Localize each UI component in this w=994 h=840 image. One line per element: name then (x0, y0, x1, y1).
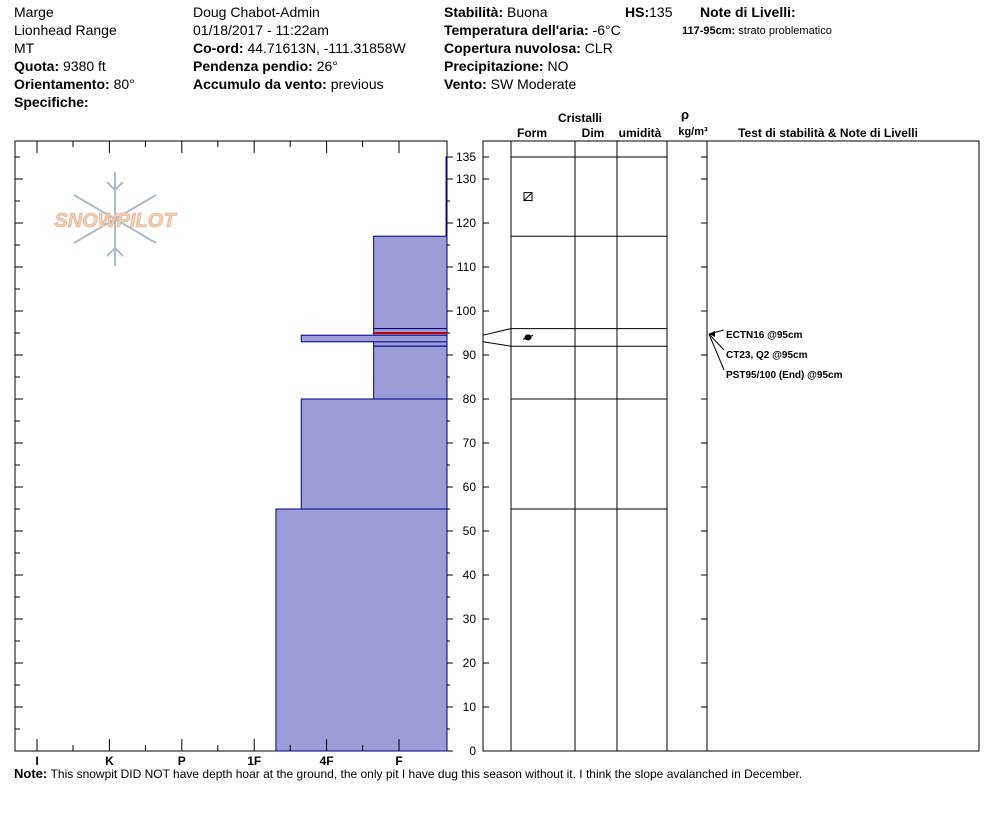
layer-bar (301, 399, 447, 509)
test-leader-line (709, 334, 724, 350)
test-result-label: PST95/100 (End) @95cm (726, 370, 843, 381)
layer-bar (374, 236, 447, 328)
snowpilot-logo (54, 172, 177, 266)
elevation-label: Quota: (14, 58, 60, 74)
precip-label: Precipitazione: (444, 58, 544, 74)
depth-tick-label: 30 (462, 612, 476, 626)
note (14, 766, 802, 781)
stability-value: Buona (507, 4, 548, 20)
hs-value: 135 (649, 4, 673, 20)
specifics-label: Specifiche: (14, 94, 89, 110)
depth-tick-label: 60 (462, 480, 476, 494)
hardness-profile (15, 141, 447, 768)
range-name: Lionhead Range (14, 22, 117, 38)
depth-tick-label: 110 (456, 260, 476, 274)
elevation-value: 9380 ft (63, 58, 106, 74)
depth-tick-label: 90 (462, 348, 476, 362)
hardness-tick-label: I (35, 754, 39, 768)
aspect-value: 80° (113, 76, 135, 92)
depth-tick-label: 100 (455, 304, 476, 318)
coord-value: 44.71613N, -111.31858W (247, 40, 406, 56)
hs-label: HS: (625, 4, 650, 20)
cloud-value: CLR (584, 40, 613, 56)
depth-tick-label: 130 (455, 172, 476, 186)
cloud-label: Copertura nuvolosa: (444, 40, 581, 56)
depth-tick-label: 80 (462, 392, 476, 406)
layer-detail-grid (483, 141, 979, 751)
slope-label: Pendenza pendio: (193, 58, 313, 74)
note-label: Note: (14, 766, 48, 781)
layer-notes-label: Note di Livelli: (700, 4, 796, 20)
fragments-icon (524, 193, 532, 201)
state-name: MT (14, 40, 35, 56)
test-result-label: CT23, Q2 @95cm (726, 350, 808, 361)
melt-freeze-icon (523, 334, 533, 340)
logo-text: SNOWPILOT (54, 210, 176, 232)
hardness-tick-label: F (395, 754, 403, 768)
depth-tick-label: 120 (455, 216, 476, 230)
air-temp-label: Temperatura dell'aria: (444, 22, 589, 38)
wind-value: SW Moderate (490, 76, 577, 92)
slope-value: 26° (316, 58, 338, 74)
thin-layer-bar (301, 335, 447, 342)
depth-tick-label: 70 (462, 436, 476, 450)
dim-header: Dim (581, 126, 605, 140)
hardness-tick-label: 4F (319, 754, 334, 768)
form-header: Form (517, 126, 547, 140)
layer-note-text: strato problematico (738, 25, 832, 37)
wind-loading-label: Accumulo da vento: (193, 76, 327, 92)
hardness-tick-label: K (105, 754, 114, 768)
hardness-tick-label: 1F (247, 754, 262, 768)
band-connector (483, 342, 511, 346)
band-connector (483, 329, 511, 336)
detail-frame (483, 141, 979, 751)
layer-bar (374, 346, 447, 399)
density-symbol: ρ (680, 107, 690, 122)
depth-tick-label: 10 (462, 700, 476, 714)
note-text: This snowpit DID NOT have depth hoar at the ground, the only pit I have dug this season without it. I think the slope avalanched in December. (50, 767, 803, 781)
test-leader-line (709, 334, 724, 370)
test-result-label: ECTN16 @95cm (726, 330, 803, 341)
observer-name: Doug Chabot-Admin (193, 4, 320, 20)
hardness-tick-label: P (177, 754, 186, 768)
coord-label: Co-ord: (193, 40, 244, 56)
depth-tick-label: 50 (462, 524, 476, 538)
depth-tick-label: 0 (469, 744, 476, 758)
layer-bar (446, 157, 447, 236)
depth-tick-label: 40 (462, 568, 476, 582)
crystals-header: Cristalli (557, 111, 603, 125)
tests-header: Test di stabilità & Note di Livelli (738, 126, 918, 140)
moisture-header: umidità (618, 126, 662, 140)
air-temp-value: -6°C (592, 22, 621, 38)
layer-note-range: 117-95cm: (682, 25, 736, 37)
depth-axis (447, 150, 476, 758)
wind-label: Vento: (444, 76, 487, 92)
precip-value: NO (547, 58, 569, 74)
observation-datetime: 01/18/2017 - 11:22am (193, 22, 329, 38)
stability-label: Stabilità: (444, 4, 504, 20)
aspect-label: Orientamento: (14, 76, 110, 92)
location-name: Marge (14, 4, 54, 20)
depth-tick-label: 20 (462, 656, 476, 670)
density-unit: kg/m³ (678, 126, 708, 138)
wind-loading-value: previous (330, 76, 384, 92)
layer-bar (276, 509, 447, 751)
depth-tick-label: 135 (455, 150, 476, 164)
column-headers (517, 107, 918, 140)
